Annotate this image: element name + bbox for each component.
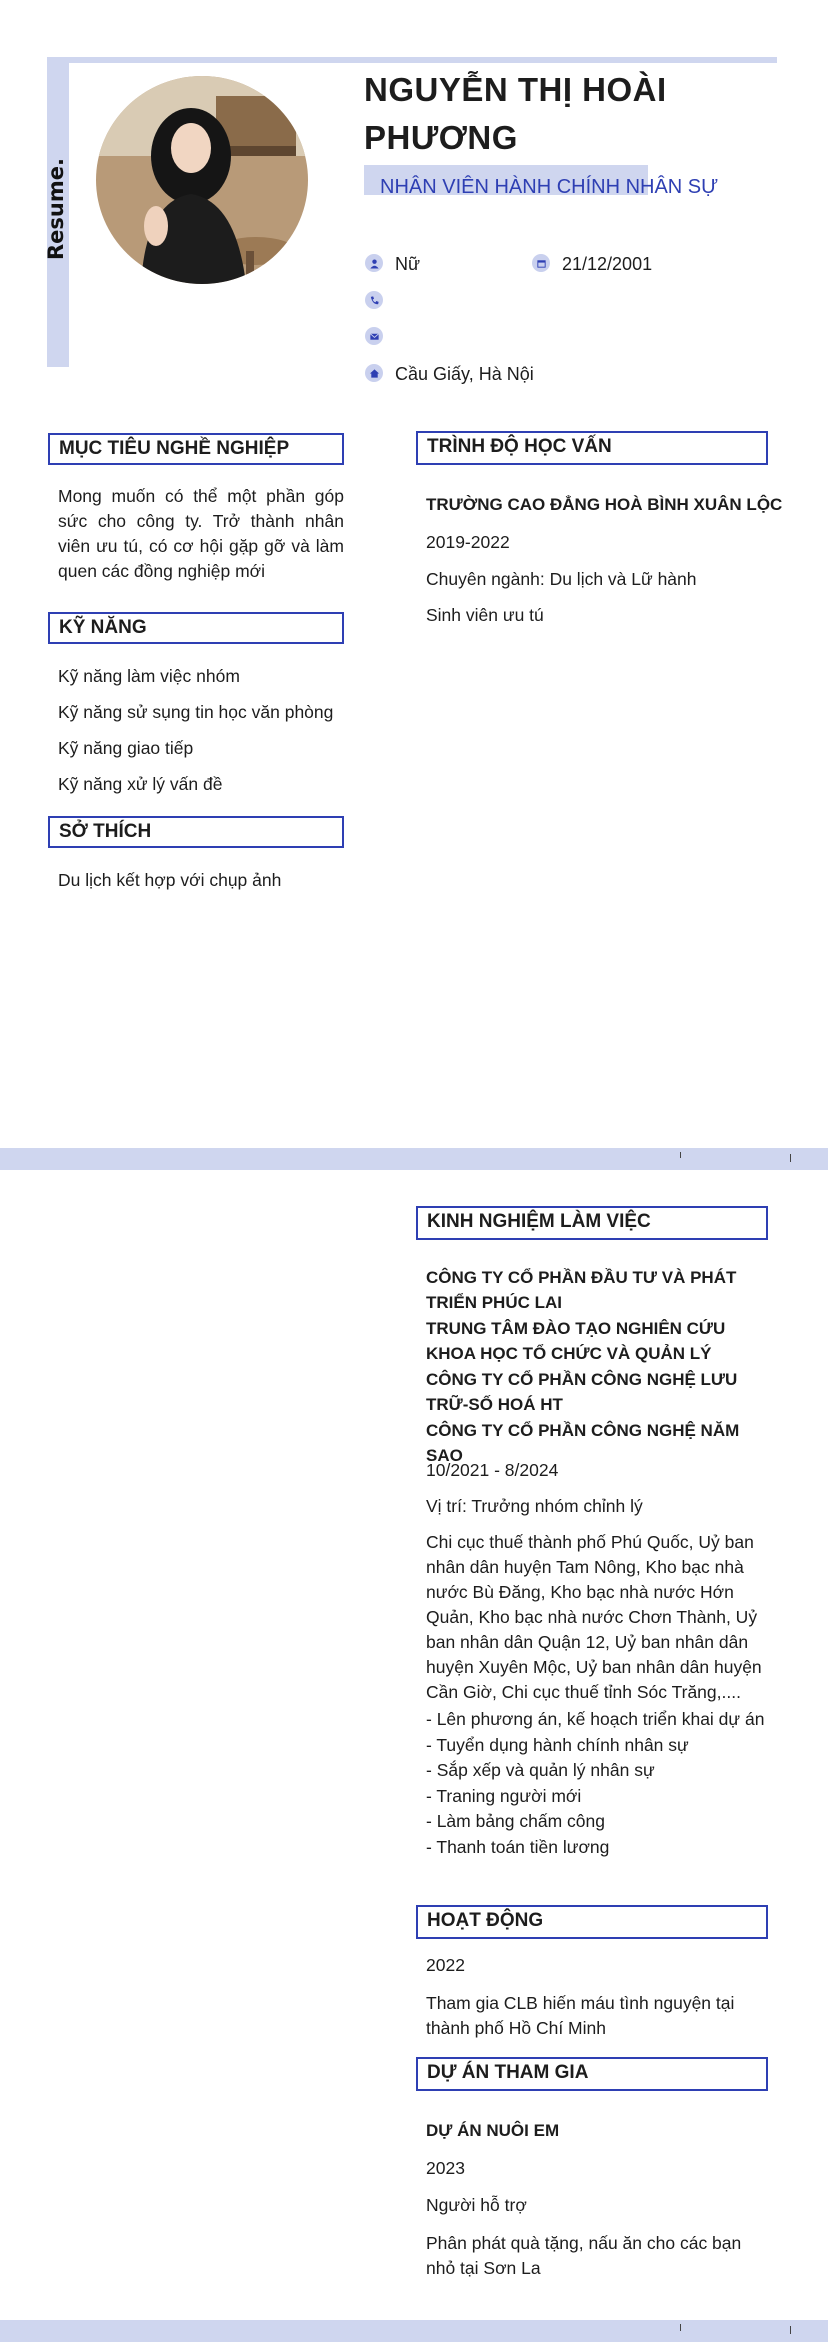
experience-task: - Sắp xếp và quản lý nhân sự [426, 1760, 655, 1780]
experience-heading: KINH NGHIỆM LÀM VIỆC [427, 1211, 651, 1232]
skill-item: Kỹ năng giao tiếp [58, 738, 194, 758]
skills-heading: KỸ NĂNG [59, 617, 147, 638]
activities-heading: HOẠT ĐỘNG [427, 1910, 544, 1931]
objective-heading-box [48, 433, 344, 465]
header-top-line [47, 57, 777, 63]
project-year: 2023 [426, 2158, 465, 2178]
activities-text: Tham gia CLB hiến máu tình nguyện tại thành phố Hồ Chí Minh [426, 1993, 735, 2038]
objective-heading: MỤC TIÊU NGHỀ NGHIỆP [59, 438, 290, 459]
skill-item: Kỹ năng sử sụng tin học văn phòng [58, 702, 334, 722]
skill-item: Kỹ năng xử lý vấn đề [58, 774, 223, 794]
hobbies-heading-box [48, 816, 344, 848]
hobbies-text: Du lịch kết hợp với chụp ảnh [58, 870, 282, 890]
objective-text: Mong muốn có thể một phần góp sức cho công ty. Trở thành nhân viên ưu tú, có cơ hội gặp gỡ và làm quen các đồng nghiệp mới [58, 486, 344, 581]
company-item: CÔNG TY CỔ PHẦN CÔNG NGHỆ NĂM SAO [426, 1421, 740, 1465]
activities-year: 2022 [426, 1955, 465, 1975]
email-icon [365, 327, 383, 345]
skills-heading-box [48, 612, 344, 644]
experience-task: - Lên phương án, kế hoạch triển khai dự án [426, 1709, 765, 1729]
candidate-name [364, 66, 744, 162]
experience-position: Vị trí: Trưởng nhóm chỉnh lý [426, 1496, 643, 1516]
home-icon [365, 364, 383, 382]
skill-item: Kỹ năng làm việc nhóm [58, 666, 240, 686]
birthday-value: 21/12/2001 [562, 254, 653, 274]
avatar [96, 76, 308, 284]
address-value: Cầu Giấy, Hà Nội [395, 364, 534, 384]
phone-icon [365, 291, 383, 309]
experience-period: 10/2021 - 8/2024 [426, 1460, 559, 1480]
page-mark [790, 1154, 791, 1162]
page-mark [790, 2326, 791, 2334]
company-item: CÔNG TY CỔ PHẦN CÔNG NGHỆ LƯU TRỮ-SỐ HOÁ HT [426, 1370, 738, 1414]
person-icon [365, 254, 383, 272]
projects-heading: DỰ ÁN THAM GIA [427, 2062, 589, 2083]
page-mark [680, 2324, 681, 2331]
hobbies-heading: SỞ THÍCH [59, 821, 152, 842]
page-mark [680, 1152, 681, 1158]
gender-value: Nữ [395, 254, 421, 274]
experience-heading-box [416, 1206, 768, 1240]
company-item: TRUNG TÂM ĐÀO TẠO NGHIÊN CỨU KHOA HỌC TỔ CHỨC VÀ QUẢN LÝ [426, 1319, 726, 1363]
job-title: NHÂN VIÊN HÀNH CHÍNH NHÂN SỰ [380, 176, 719, 198]
project-text: Phân phát quà tặng, nấu ăn cho các bạn nhỏ tại Sơn La [426, 2233, 742, 2278]
page-break-band [0, 1148, 828, 1170]
education-major: Chuyên ngành: Du lịch và Lữ hành [426, 569, 697, 589]
experience-task: - Traning người mới [426, 1786, 582, 1806]
projects-heading-box [416, 2057, 768, 2091]
experience-task: - Thanh toán tiền lương [426, 1837, 610, 1857]
page-bottom-band [0, 2320, 828, 2342]
name-line-1: NGUYỄN THỊ HOÀI [364, 71, 667, 108]
education-years: 2019-2022 [426, 532, 510, 552]
experience-description: Chi cục thuế thành phố Phú Quốc, Uỷ ban nhân dân huyện Tam Nông, Kho bạc nhà nước Bù Đăng, Kho bạc nhà nước Hớn Quản, Kho bạc nhà nước Chơn Thành, Uỷ ban nhân dân Quận 12, Uỷ ban nhân dân huyện Xuyên Mộc, Uỷ ban nhân dân huyện Cần Giờ, Chi cục thuế tỉnh Sóc Trăng,.... [426, 1532, 762, 1702]
education-heading-box [416, 431, 768, 465]
name-line-2: PHƯƠNG [364, 119, 518, 156]
calendar-icon [532, 254, 550, 272]
education-rank: Sinh viên ưu tú [426, 605, 544, 625]
project-name: DỰ ÁN NUÔI EM [426, 2121, 560, 2140]
company-item: CÔNG TY CỔ PHẦN ĐẦU TƯ VÀ PHÁT TRIỂN PHÚC LAI [426, 1268, 737, 1312]
experience-task: - Làm bảng chấm công [426, 1811, 605, 1831]
resume-label: Resume. [44, 158, 68, 260]
education-school: TRƯỜNG CAO ĐẲNG HOÀ BÌNH XUÂN LỘC [426, 495, 783, 514]
education-heading: TRÌNH ĐỘ HỌC VẤN [427, 436, 612, 457]
project-role: Người hỗ trợ [426, 2195, 527, 2215]
activities-heading-box [416, 1905, 768, 1939]
experience-task: - Tuyển dụng hành chính nhân sự [426, 1735, 689, 1755]
